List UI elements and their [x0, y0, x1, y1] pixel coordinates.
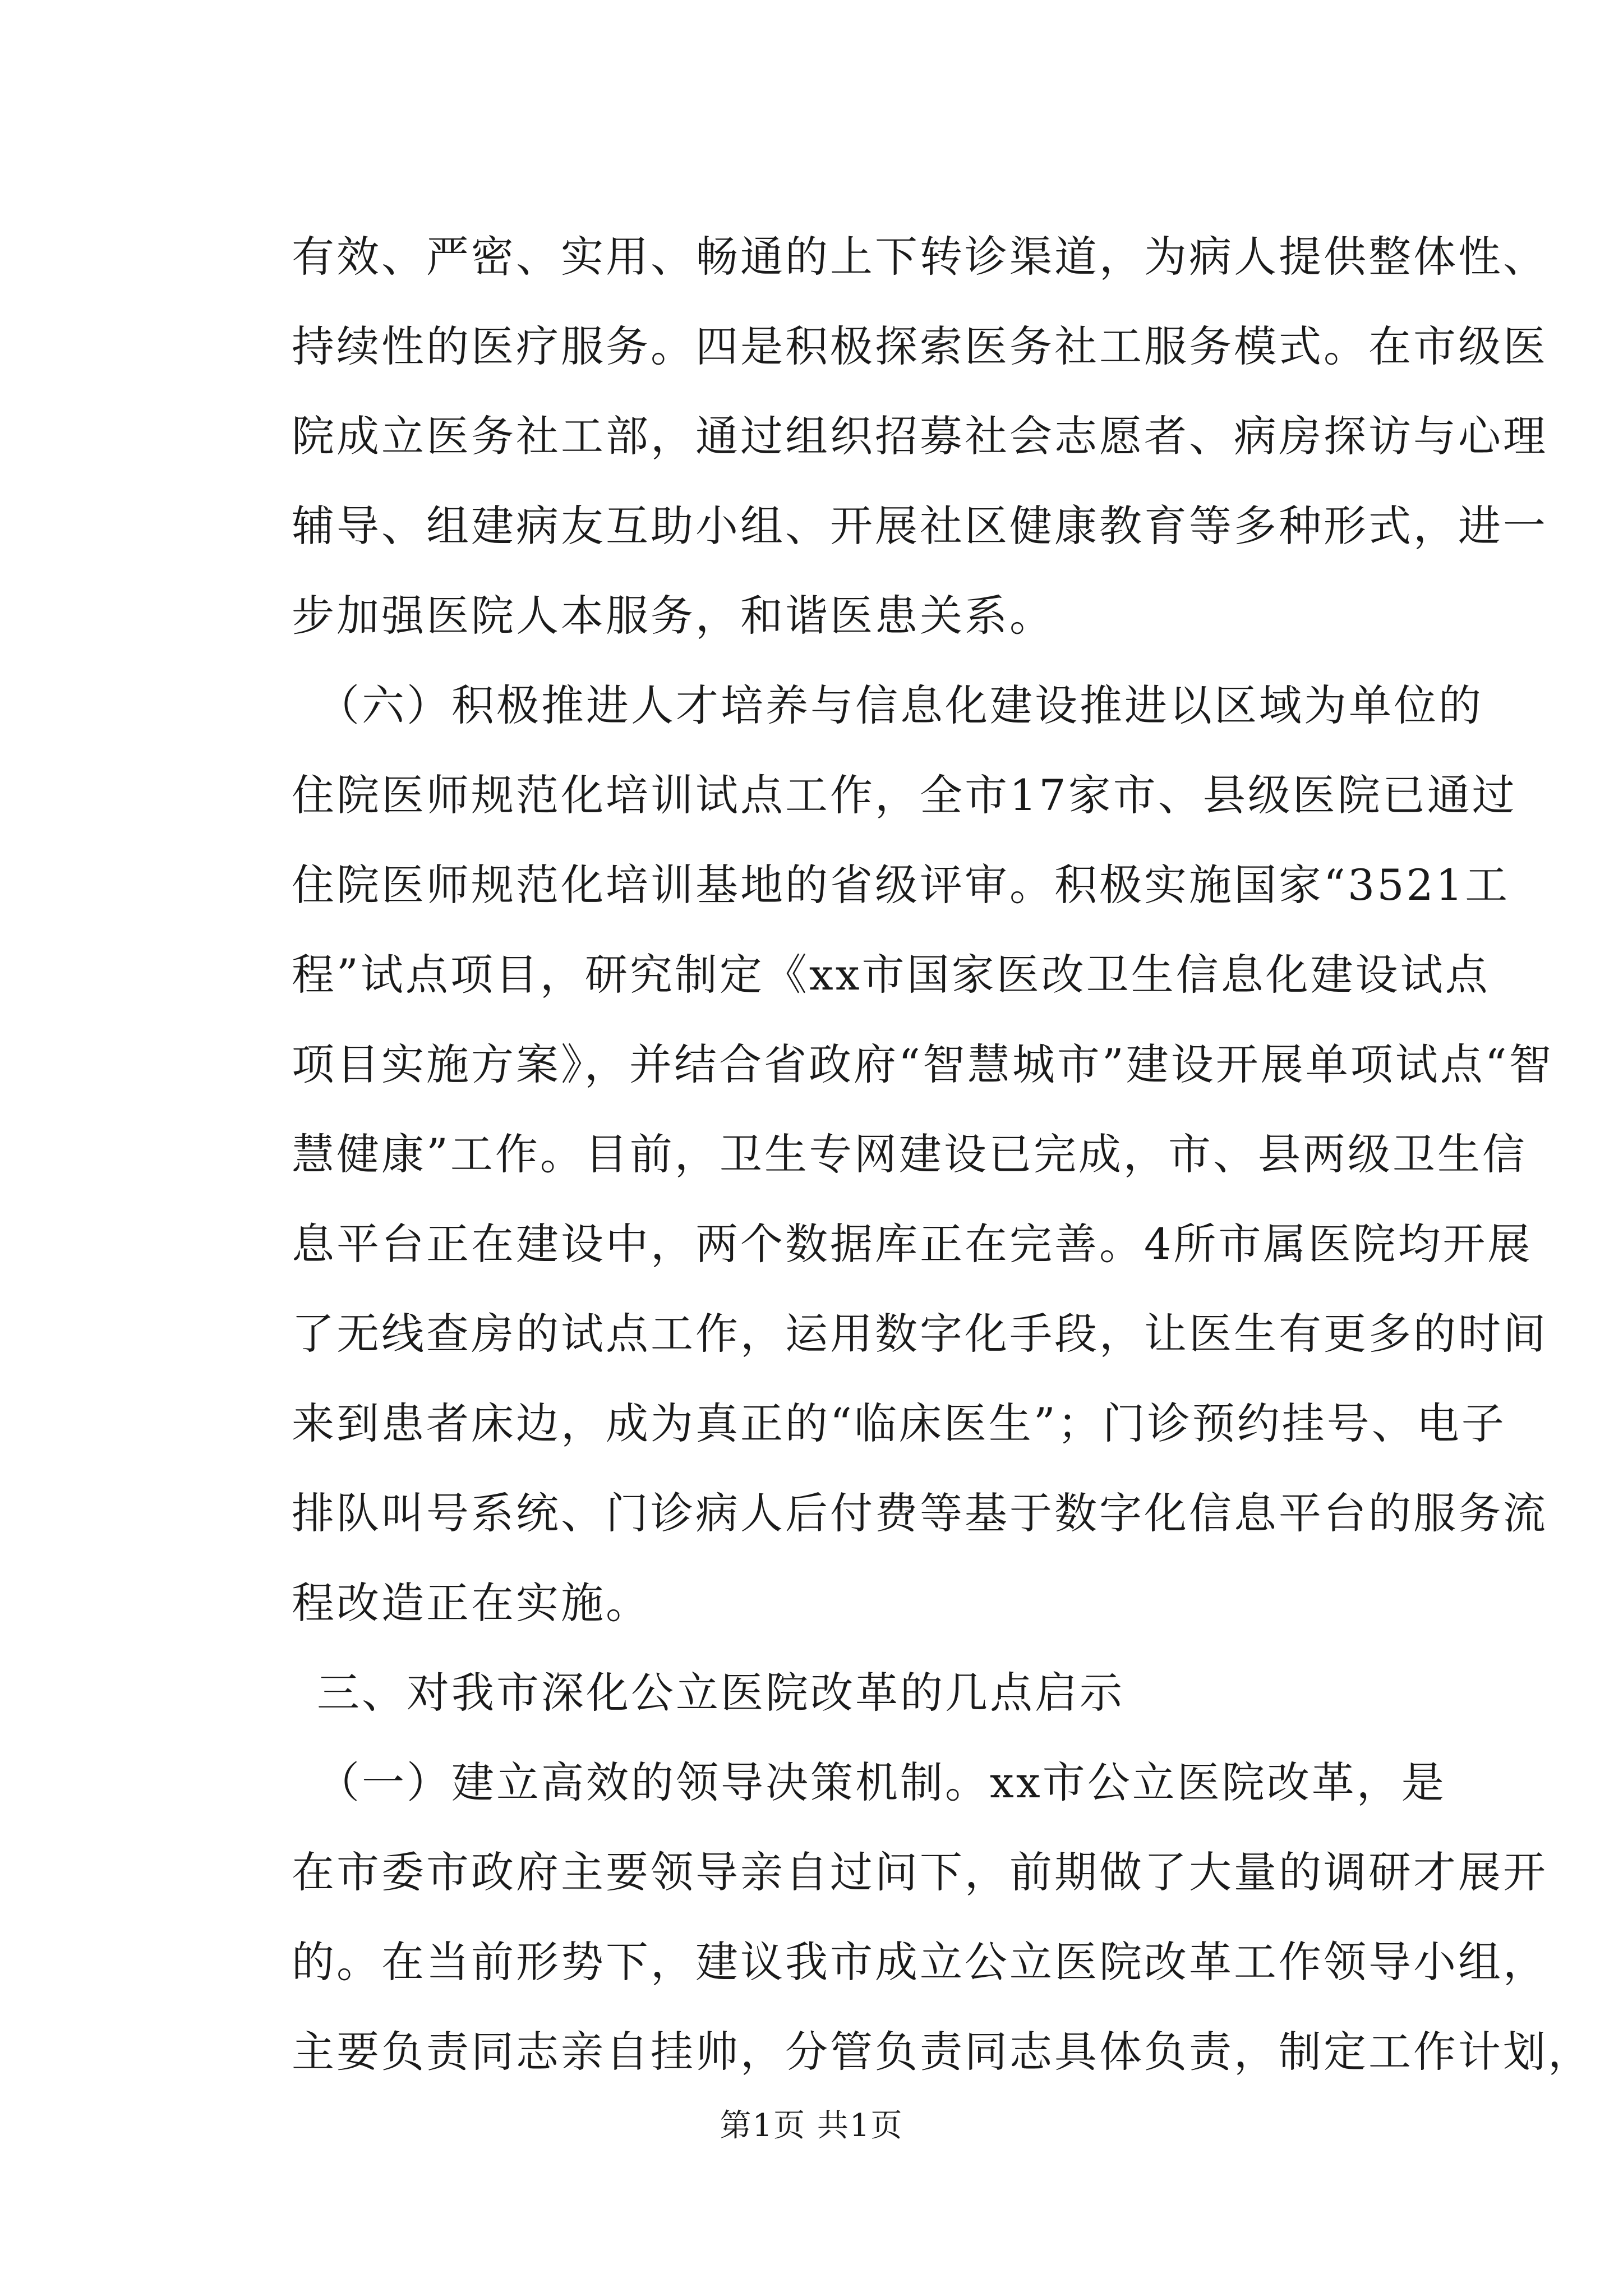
text-line: 来到患者床边，成为真正的“临床医生”；门诊预约挂号、电子 [292, 1398, 1506, 1448]
text-line: 了无线查房的试点工作，运用数字化手段，让医生有更多的时间 [292, 1309, 1548, 1359]
paragraph-heading-six: （六）积极推进人才培养与信息化建设推进以区域为单位的 [317, 680, 1483, 730]
page-footer: 第1页 共1页 [720, 2108, 903, 2144]
text-line: 在市委市政府主要领导亲自过问下，前期做了大量的调研才展开 [292, 1847, 1548, 1897]
text-line: 辅导、组建病友互助小组、开展社区健康教育等多种形式，进一 [292, 501, 1548, 551]
section-heading-three: 三、对我市深化公立医院改革的几点启示 [317, 1668, 1124, 1718]
text-line: 程改造正在实施。 [292, 1578, 651, 1628]
text-line: 住院医师规范化培训基地的省级评审。积极实施国家“3521工 [292, 860, 1510, 910]
text-line: 步加强医院人本服务，和谐医患关系。 [292, 591, 1054, 641]
text-line: 有效、严密、实用、畅通的上下转诊渠道，为病人提供整体性、 [292, 232, 1548, 282]
text-line: 住院医师规范化培训试点工作，全市17家市、县级医院已通过 [292, 770, 1517, 820]
text-line: 持续性的医疗服务。四是积极探索医务社工服务模式。在市级医 [292, 321, 1548, 371]
text-line: 项目实施方案》，并结合省政府“智慧城市”建设开展单项试点“智 [292, 1039, 1554, 1089]
text-line: 息平台正在建设中，两个数据库正在完善。4所市属医院均开展 [292, 1219, 1533, 1269]
text-line: 主要负责同志亲自挂帅，分管负责同志具体负责，制定工作计划， [292, 2027, 1593, 2077]
text-line: 的。在当前形势下，建议我市成立公立医院改革工作领导小组， [292, 1937, 1548, 1987]
text-line: 慧健康”工作。目前，卫生专网建设已完成，市、县两级卫生信 [292, 1129, 1527, 1179]
paragraph-heading-one: （一）建立高效的领导决策机制。xx市公立医院改革，是 [317, 1757, 1446, 1807]
text-line: 院成立医务社工部，通过组织招募社会志愿者、病房探访与心理 [292, 411, 1548, 461]
text-line: 排队叫号系统、门诊病人后付费等基于数字化信息平台的服务流 [292, 1488, 1548, 1538]
text-line: 程”试点项目，研究制定《xx市国家医改卫生信息化建设试点 [292, 950, 1490, 1000]
